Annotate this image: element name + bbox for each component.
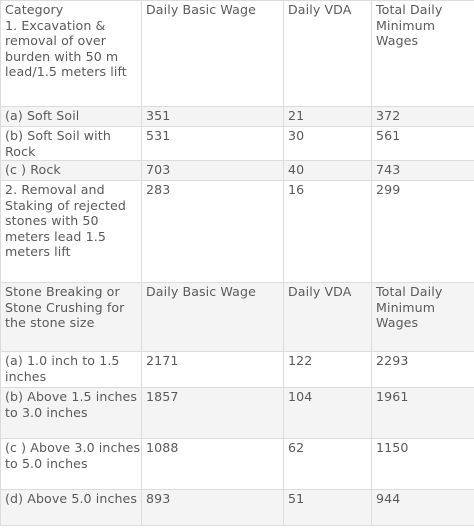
table-cell: 351 xyxy=(142,107,284,127)
table-cell: (b) Above 1.5 inches to 3.0 inches xyxy=(1,388,142,439)
table-row xyxy=(1,161,474,181)
table-cell: 1857 xyxy=(142,388,284,439)
table-cell: Daily Basic Wage xyxy=(142,283,284,352)
table-cell: (a) 1.0 inch to 1.5 inches xyxy=(1,352,142,388)
table-cell: 21 xyxy=(284,107,372,127)
table-cell: 16 xyxy=(284,181,372,283)
table-cell: 122 xyxy=(284,352,372,388)
table-cell: Daily VDA xyxy=(284,283,372,352)
table-cell: 104 xyxy=(284,388,372,439)
table-row xyxy=(1,490,474,526)
table-cell: 40 xyxy=(284,161,372,181)
excavation-category-label: 1. Excavation & removal of over burden with 50 m lead/1.5 meters lift xyxy=(5,17,127,79)
table-cell: Daily Basic Wage xyxy=(142,1,284,107)
table-cell: 2171 xyxy=(142,352,284,388)
table-cell: 283 xyxy=(142,181,284,283)
table-cell: 531 xyxy=(142,127,284,161)
table-cell: (a) Soft Soil xyxy=(1,107,142,127)
table-cell: 2. Removal and Staking of rejected stones with 50 meters lead 1.5 meters lift xyxy=(1,181,142,283)
table-cell-category-header xyxy=(1,1,142,107)
table-cell: (c ) Above 3.0 inches to 5.0 inches xyxy=(1,439,142,490)
table-row xyxy=(1,181,474,283)
table-cell: 30 xyxy=(284,127,372,161)
table-cell: 372 xyxy=(372,107,474,127)
table-cell: 703 xyxy=(142,161,284,181)
table-cell: 299 xyxy=(372,181,474,283)
table-row xyxy=(1,1,474,107)
table-cell: 2293 xyxy=(372,352,474,388)
table-row xyxy=(1,439,474,490)
table-cell: 62 xyxy=(284,439,372,490)
table-cell: Total Daily Minimum Wages xyxy=(372,283,474,352)
table-row xyxy=(1,127,474,161)
category-header-label: Category xyxy=(5,2,64,17)
table-cell: 1150 xyxy=(372,439,474,490)
table-cell: 1961 xyxy=(372,388,474,439)
table-cell: (c ) Rock xyxy=(1,161,142,181)
table-cell: Total Daily Minimum Wages xyxy=(372,1,474,107)
table-cell: (d) Above 5.0 inches xyxy=(1,490,142,526)
table-cell: (b) Soft Soil with Rock xyxy=(1,127,142,161)
table-cell: 944 xyxy=(372,490,474,526)
table-row xyxy=(1,107,474,127)
table-cell: Daily VDA xyxy=(284,1,372,107)
table-cell: 743 xyxy=(372,161,474,181)
table-cell: Stone Breaking or Stone Crushing for the stone size xyxy=(1,283,142,352)
table-cell: 1088 xyxy=(142,439,284,490)
table-cell: 561 xyxy=(372,127,474,161)
table-row xyxy=(1,283,474,352)
table-cell: 51 xyxy=(284,490,372,526)
table-cell: 893 xyxy=(142,490,284,526)
table-row xyxy=(1,388,474,439)
table-row xyxy=(1,352,474,388)
